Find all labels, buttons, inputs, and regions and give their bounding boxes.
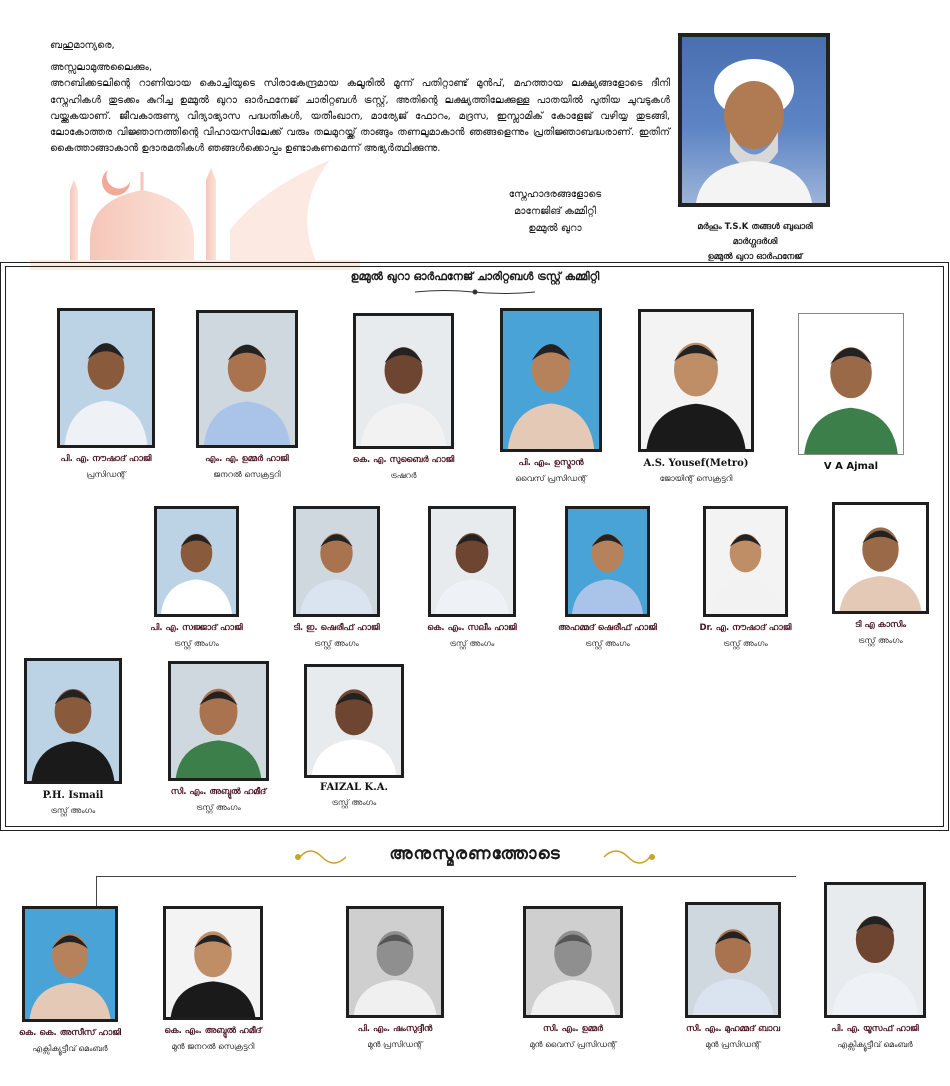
trust-member-photo: [832, 502, 929, 614]
memorial-member-photo: [824, 882, 926, 1018]
person-portrait-icon: [157, 509, 236, 614]
memorial-member-name: സി. എം. മുഹമ്മദ് ബാവ: [686, 1024, 780, 1034]
trust-member-role: ട്രസ്റ്റ് അംഗം: [331, 798, 377, 807]
founder-photo: [678, 33, 830, 207]
memorial-member-role: എക്സിക്യൂട്ടീവ് മെംബർ: [32, 1044, 108, 1053]
trust-member-name: V A Ajmal: [823, 461, 879, 472]
trust-member-role: വൈസ് പ്രസിഡന്റ്: [515, 474, 587, 483]
person-portrait-icon: [827, 885, 923, 1015]
trust-member-photo: [353, 313, 454, 449]
trust-member-role: ട്രസ്റ്റ് അംഗം: [723, 639, 768, 648]
memorial-member-role: മുൻ ജനറൽ സെക്രട്ടറി: [171, 1042, 255, 1051]
signature-block: [450, 186, 660, 237]
trust-title: ഉമ്മുൽ ഖുറാ ഓർഫനേജ് ചാരിറ്റബൾ ട്രസ്റ്റ് കമ്മിറ്റി: [350, 270, 600, 283]
founder-org: ഉമ്മുൽ ഖുറാ ഓർഫനേജ്: [707, 252, 803, 262]
memorial-member-photo: [163, 906, 263, 1020]
memorial-member-photo: [22, 906, 118, 1022]
memorial-member-name: കെ. കെ. അസീസ് ഹാജി: [18, 1028, 122, 1038]
trust-member-role: പ്രസിഡന്റ്: [86, 470, 126, 479]
trust-member-name: പി. എ. നൗഷാദ് ഹാജി: [60, 454, 152, 464]
memorial-member-name: കെ. എം. അബ്ദുൽ ഹമീദ്: [164, 1026, 262, 1036]
trust-member-name: പി. എ. സജ്ജാദ് ഹാജി: [150, 623, 243, 633]
memorial-member-role: മുൻ പ്രസിഡന്റ്: [705, 1040, 761, 1049]
person-portrait-icon: [641, 312, 751, 449]
trust-member-name: ടി എ കാസിം: [854, 620, 907, 630]
trust-member-name: ടി. ഇ. ഷെരീഫ് ഹാജി: [293, 623, 380, 633]
person-portrait-icon: [25, 909, 115, 1019]
trust-member-name: FAIZAL K.A.: [320, 782, 388, 793]
trust-member-photo: [703, 506, 788, 617]
trust-member-photo: [304, 664, 404, 778]
person-portrait-icon: [166, 909, 260, 1017]
trust-member-photo: [638, 309, 754, 452]
greeting: ബഹുമാന്യരെ,: [50, 40, 115, 51]
founder-name: മർഹൂം T.S.K തങ്ങൾ ബുഖാരി: [697, 222, 813, 232]
trust-member-name: കെ. എം. സലീം ഹാജി: [427, 623, 517, 633]
person-portrait-icon: [799, 314, 903, 454]
trust-member-role: ജനറൽ സെക്രട്ടറി: [213, 470, 281, 479]
trust-member-name: A.S. Yousef(Metro): [643, 458, 749, 469]
person-portrait-icon: [60, 311, 152, 445]
trust-member-role: ട്രസ്റ്റ് അംഗം: [174, 639, 219, 648]
person-portrait-icon: [706, 509, 785, 614]
trust-member-role: ട്രസ്റ്റ് അംഗം: [449, 639, 495, 648]
trust-member-role: ട്രസ്റ്റ് അംഗം: [585, 639, 630, 648]
intro-body: അറബിക്കടലിന്റെ റാണിയായ കൊച്ചിയുടെ സിരാകേന്ദ്രമായ കലൂരിൽ മൂന്ന് പതിറ്റാണ്ട് മുൻപ്, മഹത്തായ ലക്ഷ്യങ്ങളോടെ ദീനി സ്നേഹികൾ തുടക്കം കുറിച്ച ഉമ്മുൽ ഖുറാ ഓർഫനേജ് ചാരിറ്റബൾ ട്രസ്റ്റ്, അതിന്റെ ലക്ഷ്യത്തിലേക്കുള്ള പാതയിൽ പുതിയ ചുവടുകൾ വയ്ക്കുകയാണ്. ജീവകാരുണ്യ വിദ്യാഭ്യാസ പദ്ധതികൾ, യതീംഖാന, മാര്യേജ് ഫോറം, മദ്രസ, ഇസ്ലാമിക് കോളേജ് വഴിയ്യ തുടങ്ങി, ലോകോത്തര വിജ്ഞാനത്തിന്റെ വിഹായസിലേക്ക് വരും തലമുറയ്ക്ക് താങ്ങും തണലുമാകാൻ ഞങ്ങളെന്നും പ്രതിജ്ഞാബദ്ധരാണ്. ഇതിന് കൈത്താങ്ങാകാൻ ഉദാരമതികൾ ഞങ്ങൾക്കൊപ്പം ഉണ്ടാകണമെന്ന് അഭ്യർത്ഥിക്കുന്നു.: [50, 78, 670, 155]
founder-title: മാർഗ്ഗദർശി: [732, 237, 778, 247]
sign-line-3: ഉമ്മുൽ ഖുറാ: [528, 223, 582, 234]
person-portrait-icon: [568, 509, 647, 614]
person-portrait-icon: [688, 905, 778, 1015]
trust-member-name: അഹമ്മദ് ഷെരീഫ് ഹാജി: [558, 623, 657, 633]
trust-member-photo: [24, 658, 122, 784]
memorial-member-photo: [685, 902, 781, 1018]
person-portrait-icon: [296, 509, 377, 614]
trust-member-name: കെ. എ. സുബൈർ ഹാജി: [352, 455, 455, 465]
memorial-member-role: എക്സിക്യൂട്ടീവ് മെംബർ: [837, 1040, 913, 1049]
sign-line-1: സ്നേഹാദരങ്ങളോടെ: [508, 189, 602, 200]
sign-line-2: മാനേജിങ് കമ്മിറ്റി: [514, 206, 596, 217]
person-portrait-icon: [503, 311, 599, 449]
trust-member-photo: [798, 313, 904, 455]
memorial-title: അനുസ്മരണത്തോടെ: [389, 844, 561, 864]
trust-member-name: എം. എ. ഉമ്മർ ഹാജി: [205, 454, 289, 464]
trust-member-role: ജോയിന്റ് സെക്രട്ടറി: [659, 474, 733, 483]
trust-member-photo: [57, 308, 155, 448]
intro-letter: [50, 38, 670, 157]
trust-member-photo: [428, 506, 516, 617]
memorial-member-photo: [523, 906, 623, 1018]
memorial-member-name: സി. എം. ഉമ്മർ: [543, 1024, 603, 1034]
person-portrait-icon: [27, 661, 119, 781]
memorial-member-name: പി. എ. യൂസഫ് ഹാജി: [831, 1024, 919, 1034]
trust-member-name: സി. എം. അബ്ദുൽ ഹമീദ്: [170, 787, 267, 797]
trust-member-photo: [154, 506, 239, 617]
person-portrait-icon: [356, 316, 451, 446]
memorial-member-name: പി. എം. ഷംസുദ്ദീൻ: [357, 1024, 433, 1034]
person-portrait-icon: [526, 909, 620, 1015]
divider-ornament-icon: [415, 287, 535, 297]
person-portrait-icon: [682, 37, 826, 203]
person-portrait-icon: [349, 909, 441, 1015]
person-portrait-icon: [835, 505, 926, 611]
trust-member-name: P.H. Ismail: [42, 790, 104, 801]
person-portrait-icon: [199, 313, 295, 445]
trust-member-role: ട്രസ്റ്റ് അംഗം: [50, 806, 96, 815]
trust-member-role: ട്രസ്റ്റ് അംഗം: [314, 639, 359, 648]
trust-member-photo: [500, 308, 602, 452]
memorial-member-photo: [346, 906, 444, 1018]
trust-member-role: ട്രസ്റ്റ് അംഗം: [196, 803, 241, 812]
person-portrait-icon: [307, 667, 401, 775]
trust-member-name: Dr. എ. നൗഷാദ് ഹാജി: [699, 623, 792, 633]
trust-member-photo: [196, 310, 298, 448]
memorial-member-role: മുൻ വൈസ് പ്രസിഡന്റ്: [529, 1040, 617, 1049]
memorial-member-role: മുൻ പ്രസിഡന്റ്: [367, 1040, 423, 1049]
trust-member-photo: [565, 506, 650, 617]
salutation: അസ്സലാമുഅലൈക്കും,: [50, 62, 153, 74]
trust-member-photo: [293, 506, 380, 617]
trust-member-photo: [168, 661, 269, 781]
person-portrait-icon: [171, 664, 266, 778]
founder-caption: [640, 220, 870, 265]
person-portrait-icon: [431, 509, 513, 614]
trust-member-role: ട്രസ്റ്റ് അംഗം: [858, 636, 903, 645]
trust-member-name: പി. എം. ഉസ്മാൻ: [518, 458, 584, 468]
trust-member-role: ട്രഷറർ: [390, 471, 417, 480]
